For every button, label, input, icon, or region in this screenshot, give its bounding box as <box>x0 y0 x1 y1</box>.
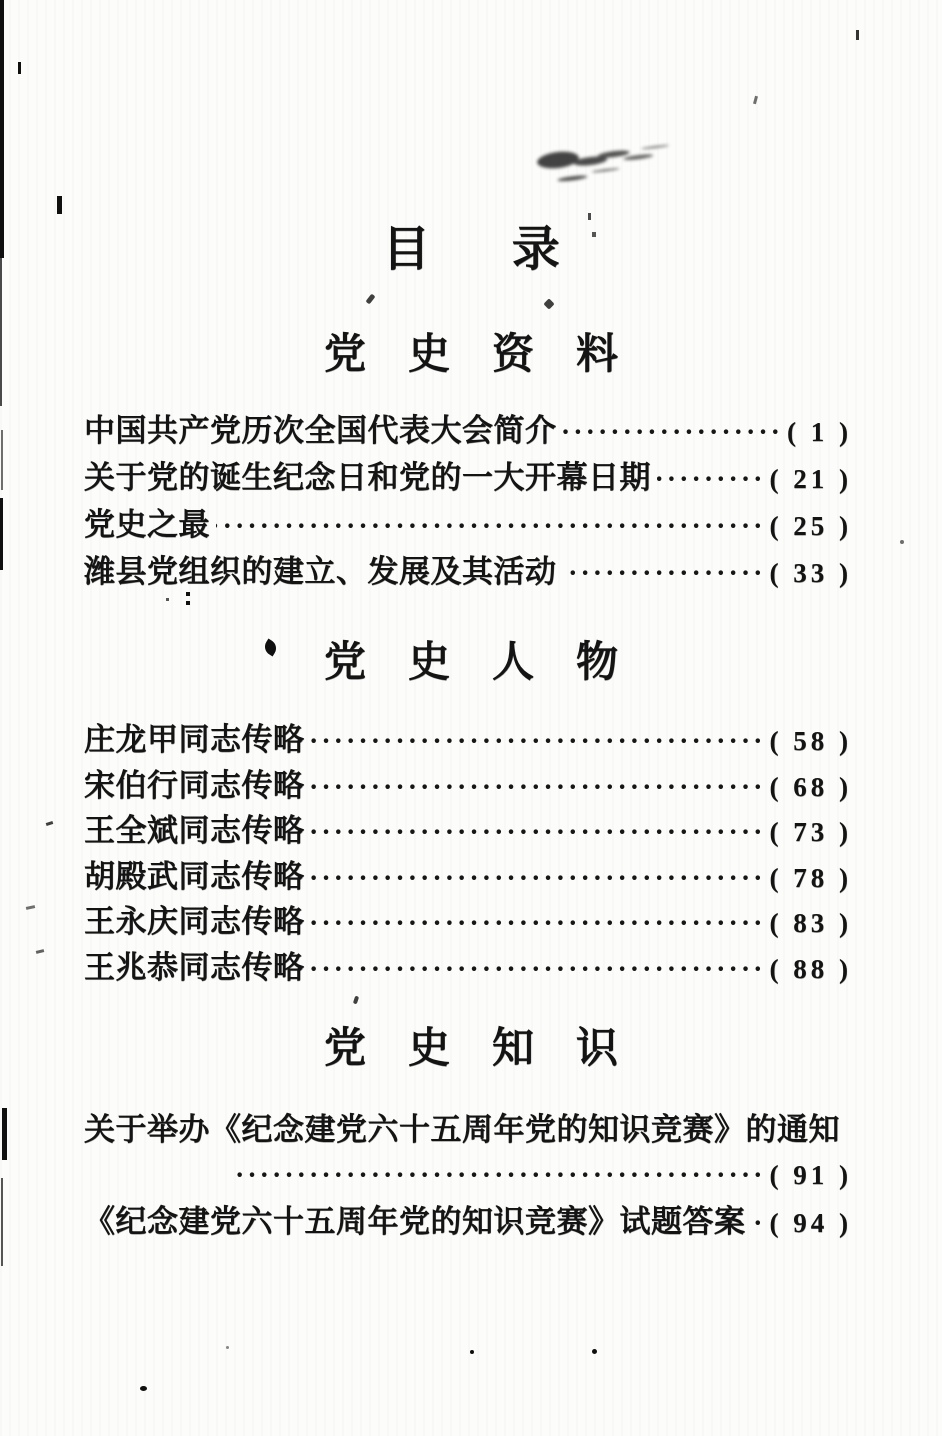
entry-title: 庄龙甲同志传略 <box>84 722 305 757</box>
scan-artifact <box>353 996 359 1005</box>
scan-artifact <box>470 1350 474 1354</box>
section-heading-party-history-materials: 党史资料 <box>323 332 660 378</box>
toc-list-materials <box>0 407 942 595</box>
entry-page-number: ( 21 ) <box>769 464 852 494</box>
entry-title: 关于党的诞生纪念日和党的一大开幕日期 <box>84 460 651 495</box>
ink-smudge-artifact <box>536 150 580 171</box>
toc-entry <box>0 853 942 899</box>
scan-artifact <box>226 1346 229 1349</box>
toc-entry <box>0 501 942 548</box>
toc-entry <box>0 1198 942 1244</box>
toc-entry <box>0 944 942 990</box>
dot-leader <box>311 817 766 849</box>
scan-artifact <box>166 598 169 601</box>
scan-artifact <box>856 30 859 40</box>
scan-artifact <box>57 196 62 214</box>
toc-entry <box>0 454 942 501</box>
entry-page-number: ( 83 ) <box>769 908 852 938</box>
page-title: 目录 <box>382 223 642 276</box>
entry-title: 宋伯行同志传略 <box>84 767 305 803</box>
entry-page-number: ( 88 ) <box>769 953 852 984</box>
entry-page-number: ( 1 ) <box>787 417 852 447</box>
toc-entry <box>0 1106 942 1152</box>
toc-entry <box>0 716 942 762</box>
entry-page-number: ( 94 ) <box>769 1208 852 1238</box>
scan-artifact <box>365 294 375 305</box>
entry-page-number: ( 58 ) <box>769 726 852 756</box>
dot-leader <box>563 417 784 449</box>
dot-leader <box>311 954 766 986</box>
dot-leader <box>311 908 766 940</box>
entry-title: 王永庆同志传略 <box>84 904 305 939</box>
toc-entry <box>0 807 942 853</box>
entry-page-number: ( 33 ) <box>769 558 852 588</box>
toc-entry <box>0 762 942 808</box>
scan-artifact <box>592 1349 597 1354</box>
entry-page-number: ( 68 ) <box>769 771 852 802</box>
dot-leader <box>311 863 766 895</box>
toc-entry <box>0 898 942 944</box>
toc-list-figures <box>0 716 942 989</box>
entry-page-number: ( 25 ) <box>769 511 852 541</box>
scan-artifact <box>588 213 591 220</box>
toc-list-knowledge <box>0 1106 942 1244</box>
entry-title: 中国共产党历次全国代表大会简介 <box>84 413 557 448</box>
entry-title: 王兆恭同志传略 <box>84 949 305 985</box>
entry-title: 潍县党组织的建立、发展及其活动 <box>84 554 557 589</box>
toc-entry <box>0 407 942 454</box>
entry-title: 胡殿武同志传略 <box>84 858 305 894</box>
dot-leader <box>234 1160 766 1192</box>
toc-entry-continuation <box>0 1152 942 1198</box>
dot-leader <box>752 1208 766 1240</box>
scan-artifact <box>543 298 554 309</box>
dot-leader <box>311 772 766 804</box>
section-heading-party-history-figures: 党史人物 <box>323 640 660 686</box>
entry-page-number: ( 73 ) <box>769 817 852 847</box>
scan-artifact <box>18 62 21 74</box>
entry-title: 关于举办《纪念建党六十五周年党的知识竞赛》的通知 <box>84 1112 840 1147</box>
toc-entry <box>0 548 942 595</box>
scan-artifact <box>753 96 758 105</box>
scan-artifact <box>0 0 4 258</box>
scan-artifact <box>140 1386 147 1391</box>
entry-title: 王全斌同志传略 <box>84 813 305 848</box>
entry-title: 党史之最 <box>84 507 210 542</box>
section-heading-party-history-knowledge: 党史知识 <box>323 1026 660 1072</box>
entry-page-number: ( 78 ) <box>769 862 852 893</box>
dot-leader <box>311 726 766 758</box>
entry-page-number: ( 91 ) <box>769 1160 852 1190</box>
dot-leader <box>563 558 766 590</box>
scan-artifact <box>0 256 2 406</box>
dot-leader <box>657 464 766 496</box>
dot-leader <box>216 511 766 543</box>
entry-title: 《纪念建党六十五周年党的知识竞赛》试题答案 <box>84 1204 746 1239</box>
